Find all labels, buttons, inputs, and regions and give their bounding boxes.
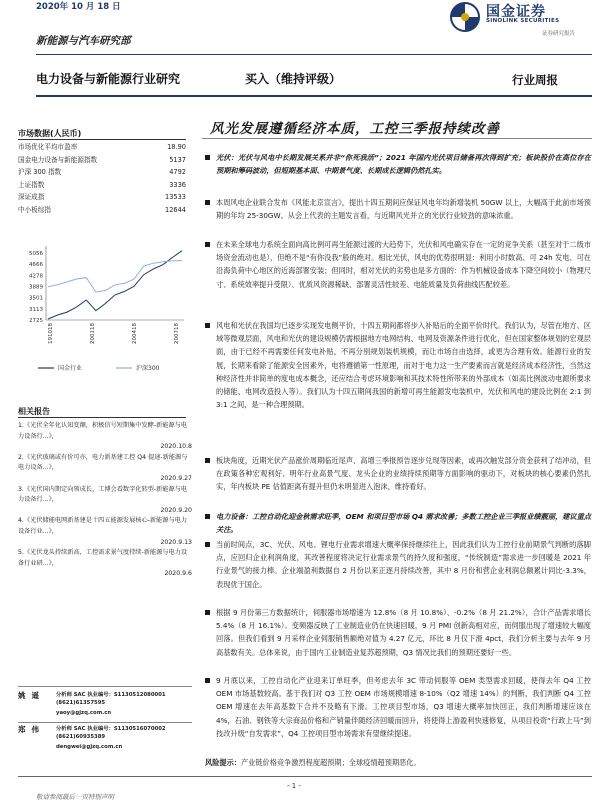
market-row: [18, 166, 186, 179]
paragraph-text: 根据 9 月份第三方数据统计，伺服器市场增速为 12.8%（8 月 10.8%）、-0.2%（8 月 21.2%），合计产品需求增长 5.4%（8 月 16.1%）。变频器反映了工业制造业仍在快速回暖，9 月 PMI 创新高相对应，而伺服出现了增速较大幅度回落。但我们看到 9 月采样企业伺服销售额绝对值为 4.27 亿元，环比 8 月仅下滑 4pct，我们分析主要与去年 9 月高基数有关。总体来说，由于国内工业制造业复苏超预期，Q3 情况比我们的预期还要好一些。: [216, 608, 591, 657]
y-tick-label: 3501: [29, 295, 43, 302]
y-tick-label: 2725: [29, 318, 43, 324]
brand-logo-icon: [448, 0, 482, 34]
related-report-text: 2.《光伏玻璃或有价可亦，电力新基建工控 Q4 提速-新能源与电力设备...》，: [18, 453, 188, 472]
body-paragraph: [205, 454, 591, 494]
body-paragraph: [205, 238, 591, 291]
market-row-label: 沪深 300 指数: [18, 168, 62, 177]
brand-logo: [448, 0, 598, 36]
author-phone: (8621)60935389: [56, 734, 106, 740]
market-row: [18, 204, 186, 217]
body-paragraph: [205, 196, 591, 222]
body-paragraph: [205, 606, 591, 659]
y-tick-label: 5056: [29, 251, 43, 258]
footer-divider: [18, 776, 592, 777]
paragraph-text: 本周风电企业联合发布《风能北京宣言》，提出十四五期间应保证风电年均新增装机 50GW 以上，大幅高于此前市场预期的年均 25-30GW。从会上代表的主题发言看，与近期风光并立的光伏行业较劲的意味浓重。: [216, 198, 591, 221]
market-row-value: 13533: [165, 193, 186, 202]
market-row: [18, 179, 186, 192]
related-report-date: 2020.9.27: [160, 474, 192, 482]
author-name: 姚遥: [18, 691, 45, 700]
footer-note: 敬请参阅最后一页特别声明: [36, 793, 114, 800]
main-title: 风光发展遵循经济本质，工控三季报持续改善: [210, 121, 500, 137]
body-paragraph: [205, 538, 591, 591]
x-tick-label: 191018: [48, 323, 54, 344]
related-report-date: 2020.9.6: [164, 570, 192, 578]
body-paragraph: [205, 674, 591, 740]
market-row: [18, 191, 186, 204]
related-report-item[interactable]: [18, 485, 192, 517]
related-report-text: 3.《光伏国内期定向领成长，工博会看数字化转型-新能源与电力设备行...》，: [18, 485, 188, 504]
author-block: [18, 690, 198, 726]
related-report-item[interactable]: [18, 548, 192, 580]
x-tick-label: 200118: [90, 323, 96, 344]
summary-paragraph: [205, 151, 591, 177]
related-report-item[interactable]: [18, 453, 192, 485]
bullet-icon: [205, 323, 210, 328]
report-date: 2020年 10 月 18 日: [36, 2, 121, 12]
market-row-value: 18.90: [167, 143, 186, 151]
page-number: - 1 -: [287, 782, 301, 790]
report-type: 行业周报: [512, 73, 558, 87]
related-report-date: 2020.9.20: [160, 506, 192, 514]
brand-subtitle: 证券研究报告: [542, 31, 576, 37]
author-phone: (8621)61357595: [56, 700, 106, 706]
paragraph-text: 光伏：光伏与风电中长期发展关系并非“你死我活”；2021 年国内光伏项目储备再次得到扩充；板块股价在高位存在预期和筹码波动，但短期基本面、中期景气度、长期成长逻辑仍然扎实。: [216, 153, 591, 176]
y-tick-label: 4278: [29, 273, 43, 280]
bullet-icon: [205, 200, 210, 205]
market-row: [18, 154, 186, 167]
market-row: [18, 141, 186, 154]
bullet-icon: [205, 678, 210, 683]
author-divider: [18, 722, 192, 723]
bullet-icon: [205, 242, 210, 247]
related-report-text: 5.《光伏龙头持续新高，工控需求景气度持续-新能源与电力设备行业研...》，: [18, 549, 188, 567]
market-row-value: 4792: [169, 168, 186, 177]
market-row-value: 3336: [169, 180, 186, 189]
y-tick-label: 3889: [29, 284, 43, 291]
bullet-icon: [205, 610, 210, 615]
industry-title: 电力设备与新能源行业研究: [36, 72, 181, 86]
market-row-value: 5137: [169, 155, 186, 164]
index-chart: [18, 240, 190, 390]
market-row-label: 中小板综指: [18, 205, 51, 214]
related-reports-divider: [18, 417, 186, 418]
paragraph-text: 风电和光伏在我国均已逐步实现发电侧平价，十四五期间都将步入补贴后的全面平价时代。我们认为，尽管在地方、区域等微观层面，风电和光伏的建设规模仍需根据地方电网结构、电网及资源条件进行优化，但在国家整体规划的宏观层面，由于已经不再需要任何发电补贴，不再分别规划装机规模，而让市场自由选择，或更为合理有效。能源行业的发展，长期来看除了能源安全因素外，电将遵循第一性原理，而对于电力这一生产要素而言就是经济成本经济性，当然这种经济性并非简单的度电成本概念，还应结合考虑环境影响和其技术特性所带来的外部成本（如高比例波动电源所要求的储能、电网改造投入等）。我们认为十四五期间我国的新增可再生能源发电装机中，光伏和风电的建设比例在 2:1 到 3:1 之间，是一种合理预期。: [216, 321, 591, 410]
legend-label: 沪深300: [136, 365, 160, 372]
research-department: 新能源与汽车研究部: [36, 35, 131, 47]
bullet-icon: [205, 155, 210, 160]
bullet-icon: [205, 542, 210, 547]
header-divider-thick: [36, 95, 592, 97]
y-tick-label: 4666: [29, 262, 43, 269]
rating-label: 买入（维持评级）: [245, 72, 342, 86]
index-chart-svg: [18, 240, 190, 390]
related-report-item[interactable]: [18, 421, 192, 453]
bullet-icon: [205, 458, 210, 463]
related-reports-list: [18, 421, 192, 580]
author-role: 分析师 SAC 执业编号：S1130512080001: [56, 692, 166, 698]
author-block: [18, 724, 198, 760]
risk-paragraph: [205, 756, 591, 769]
paragraph-text: 板块角度，近期光伏产品涨价周期临近尾声、高增三季报预告逐步兑现等因素，或再次触发部分资金获利了结冲动，但在政策各种宏观利好、明年行业高景气度、龙头企业的业绩持续预期等方面影响的驱动下，对板块的核心要素仍然扎实，年内板块 PE 估值距离有提升但仍未明显进入泡沫，维持看好。: [216, 456, 591, 492]
paragraph-text: 在未来全球电力系统全面向高比例可再生能源过渡的大趋势下，光伏和风电确实存在一定的竞争关系（甚至对于二级市场资金流动也是），但绝不是“有你没我”般的绝对。相比光伏，风电的优势很明显：利用小时数高、可 24h 发电、可在沿海负荷中心地区的近海部署安装；但同时，相对光伏的劣势也是多方面的：作为机械设备成本下降空间较小（物理尺寸、系统效率提升受限）、优质风资源稀缺、部署灵活性较差、电能质量及负荷曲线匹配较差。: [216, 240, 591, 289]
paragraph-text: 产业链价格竞争激烈程度超预期；全球疫情超预期恶化。: [240, 758, 421, 767]
paragraph-text: 当前时间点，3C、光伏、风电、锂电行业需求增速大概率保持继续往上，因此我们认为工控行业前期景气判断的落脚点，应回归企业利润角度，其改善程度将决定行业需求景气的持久度和强度，“传统制造”需求进一步回暖是 2021 年行业景气的接力棒。企业端盈利数据自 2 月份以来正逐月持续改善，其中 8 月份和营企业利润总额累计同比-3.3%，表现优于国企。: [216, 540, 591, 589]
market-data-table: [18, 141, 186, 217]
paragraph-text: 电力设备：工控自动化迎金秋需求旺季，OEM 和项目型市场 Q4 需求改善；多数工控企业三季报业绩靓丽，建议重点关注。: [216, 512, 591, 535]
x-tick-label: 200418: [132, 323, 138, 344]
market-row-label: 国金电力设备与新能源指数: [18, 155, 98, 164]
author-name: 郑伟: [18, 725, 45, 734]
related-reports-title: 相关报告: [18, 407, 50, 416]
header-divider: [36, 54, 592, 55]
paragraph-text: 9 月底以来，工控自动化产业迎来订单旺季，但考虑去年 3C 带动伺服等 OEM 类型需求回暖，使得去年 Q4 工控 OEM 市场基数较高。基于我们对 Q3 工控 OEM 市场规模增速 8-10%（Q2 增速 14%）的判断，我们判断 Q4 工控 OEM 增速在去年高基数下合并不及略有下滑。工控项目型市场，Q3 增速大概率加快回正，我们判断增速应该在 4%，石油、钢铁等大宗商品价格和产销量伴随经济回暖而回升，将使得上游盈利快速修复，从项目投资“行政上马”到技改升级“自发需求”，Q4 工控项目型市场需求有望继续提速。: [216, 676, 591, 738]
x-tick-label: 200718: [174, 323, 180, 344]
author-divider: [18, 686, 192, 687]
bullet-icon: [205, 514, 210, 519]
author-email[interactable]: yaoy@gjzq.com.cn: [56, 710, 112, 716]
market-row-value: 12644: [165, 205, 186, 214]
brand-name-cn: 国金证券: [486, 4, 546, 20]
market-row-label: 深证成指: [18, 193, 45, 202]
author-role: 分析师 SAC 执业编号：S1130516070002: [56, 726, 166, 732]
author-email[interactable]: dengwei@gjzq.com.cn: [56, 744, 123, 750]
related-report-text: 4.《光伏储能电网新基建是十四五能源发展核心-新能源与电力设备行业...》，: [18, 517, 188, 535]
related-report-date: 2020.9.13: [160, 538, 192, 546]
y-tick-label: 3113: [29, 306, 43, 313]
related-report-date: 2020.10.8: [160, 443, 192, 451]
market-row-label: 上证指数: [18, 180, 45, 189]
body-paragraph: [205, 319, 591, 411]
related-report-item[interactable]: [18, 516, 192, 548]
market-data-title: 市场数据(人民币): [18, 129, 82, 138]
brand-name-en: SINOLINK SECURITIES: [486, 18, 560, 24]
legend-label: 国金行业: [58, 365, 83, 372]
main-title-divider: [202, 138, 592, 139]
risk-lead: 风险提示：: [205, 758, 241, 767]
market-data-divider: [18, 139, 186, 140]
summary-paragraph: [205, 510, 591, 536]
market-row-label: 市场优化平均市盈率: [18, 143, 78, 151]
related-report-text: 1.《光伏全年化认知变颠，积极信号短期集中发酵-新能源与电力设备行...》，: [18, 422, 188, 440]
